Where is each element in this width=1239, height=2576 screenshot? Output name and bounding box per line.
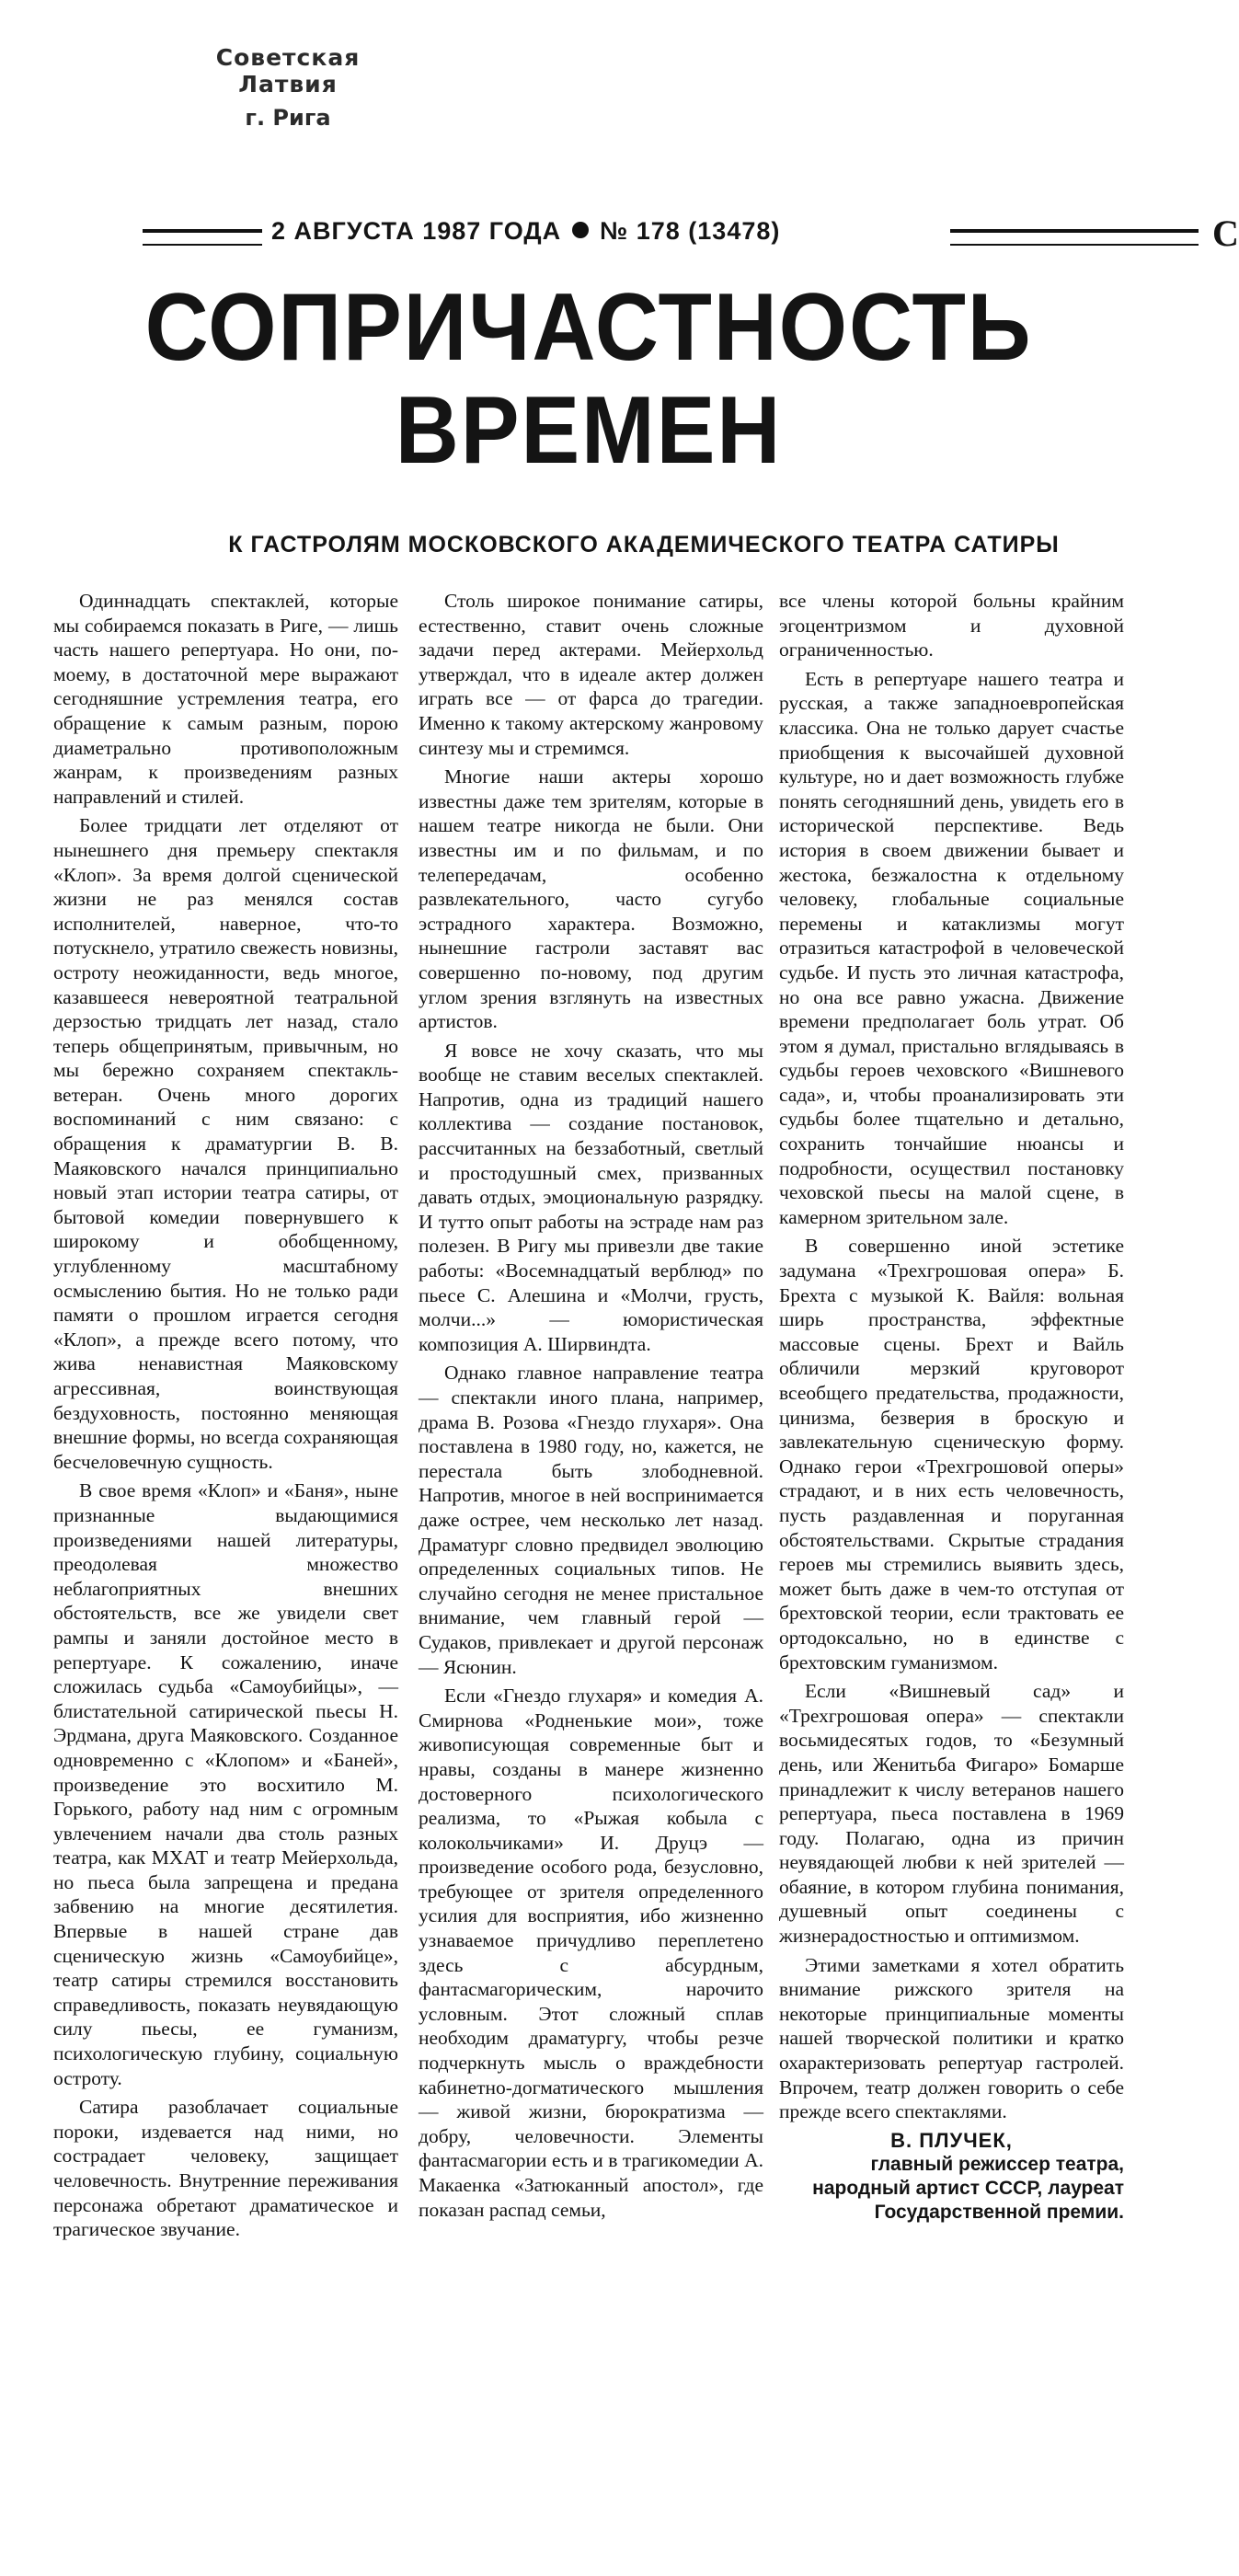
paragraph: Есть в репертуаре нашего театра и русская, а также западноевропейская классика. Она не только дарует счастье приобщения к высочайшей духовной культуре, но и дает возможность глубже понять сегодняшний день, увидеть его в исторической перспективе. Ведь история в своем движении бывает и жестока, безжалостна к отдельному человеку, глобальные социальные перемены и катаклизмы могут отразиться катастрофой в человеческой судьбе. И пусть это личная катастрофа, но она все равно ужасна. Движение времени предполагает боль утрат. Об этом я думал, пристально вглядываясь в судьбы героев чеховского «Вишневого сада», и, чтобы проанализировать эти судьбы более тщательно и детально, сохранить тончайшие нюансы и подробности, осуществил постановку чеховской пьесы на малой сцене, в камерном зрительном зале.	[779, 667, 1124, 1228]
issue-date: 2 АВГУСТА 1987 ГОДА	[271, 217, 562, 245]
paragraph: все члены которой больны крайним эгоцентризмом и духовной ограниченностью.	[779, 590, 1124, 661]
headline-line-1: СОПРИЧАСТНОСТЬ	[144, 274, 1033, 381]
paragraph: Я вовсе не хочу сказать, что мы вообще не ставим веселых спектаклей. Напротив, одна из традиций нашего коллектива — создание постановок, рассчитанных на беззаботный, светлый и простодушный смех, призванных давать отдых, эмоциональную разрядку. И тутто опыт работы на эстраде нам раз полезен. В Ригу мы привезли две такие работы: «Восемнадцатый верблюд» по пьесе С. Алешина и «Молчи, грусть, молчи...» — юмористическая композиция А. Ширвиндта.	[419, 1039, 763, 1355]
dateline-text	[271, 217, 780, 246]
stamp-newspaper-name: Советская Латвия	[215, 44, 361, 98]
author-title: главный режиссер театра, народный артист СССР, лауреат Государственной премии.	[812, 2153, 1124, 2223]
article-headline	[81, 276, 1096, 482]
paragraph: Если «Вишневый сад» и «Трехгрошовая опера» — спектакли восьмидесятых годов, то «Безумный день, или Женитьба Фигаро» Бомарше принадлежит к числу ветеранов нашего репертуара, пьеса поставлена в 1969 году. Полагаю, одна из причин неувядающей любви к ней зрителей — обаяние, в котором глубина понимания, душевный опыт соединены с жизнерадостностью и оптимизмом.	[779, 1680, 1124, 1948]
bullet-icon	[572, 222, 589, 238]
paragraph: Одиннадцать спектаклей, которые мы собираемся показать в Риге, — лишь часть нашего репертуара. Но они, по-моему, в достаточной мере выражают сегодняшние устремления театра, его обращение к самым разным, порою диаметрально противоположным жанрам, к произведениям разных направлений и стилей.	[53, 590, 398, 808]
paragraph: Этими заметками я хотел обратить внимание рижского зрителя на некоторые принципиальные моменты нашей творческой политики и кратко охарактеризовать репертуар гастролей. Впрочем, театр должен говорить о себе прежде всего спектаклями.	[779, 1953, 1124, 2123]
archive-stamp	[173, 44, 403, 131]
author-signature	[779, 2129, 1124, 2225]
paragraph: Однако главное направление театра — спектакли иного плана, например, драма В. Розова «Гнездо глухаря». Она поставлена в 1980 году, но, кажется, не перестала быть злободневной. Напротив, многое в ней воспринимается даже острее, чем несколько лет назад. Драматург словно предвидел эволюцию определенных социальных типов. Не случайно сегодня не менее пристальное внимание, чем главный герой — Судаков, привлекает и другой персонаж — Ясюнин.	[419, 1362, 763, 1678]
paragraph: В совершенно иной эстетике задумана «Трехгрошовая опера» Б. Брехта с музыкой К. Вайля: вольная ширь пространства, эффектные массовые сцены. Брехт и Вайль обличили мерзкий круговорот всеобщего предательства, продажности, цинизма, безверия в броскую и завлекательную сценическую форму. Однако герои «Трехгрошовой оперы» страдают, и в них есть человечность, пусть раздавленная и поруганная обстоятельствами. Скрытые страдания героев мы стремились выявить здесь, может быть даже в чем-то отступая от брехтовской теории, если трактовать ее ортодоксально, но в единстве с брехтовским гуманизмом.	[779, 1235, 1124, 1673]
article-column-3	[779, 589, 1124, 2548]
author-name: В. ПЛУЧЕК,	[890, 2128, 1013, 2152]
article-column-1	[53, 589, 398, 2548]
headline-line-2: ВРЕМЕН	[395, 377, 783, 484]
article-column-2	[419, 589, 763, 2548]
paragraph: Сатира разоблачает социальные пороки, издевается над ними, но сострадает человеку, защищает человечность. Внутренние переживания персонажа обретают драматическое и трагическое звучание.	[53, 2096, 398, 2241]
paragraph: В свое время «Клоп» и «Баня», ныне признанные выдающимися произведениями нашей литературы, преодолевая множество неблагоприятных внешних обстоятельств, все же увидели свет рампы и заняли достойное место в репертуаре. К сожалению, иначе сложилась судьба «Самоубийцы», — блистательной сатирической пьесы Н. Эрдмана, друга Маяковского. Созданное одновременно с «Клопом» и «Баней», произведение это восхитило М. Горького, работу над ним с огромным увлечением начали два столь разных театра, как МХАТ и театр Мейерхольда, но пьеса была запрещена и предана забвению на многие десятилетия. Впервые в нашей стране дав сценическую жизнь «Самоубийце», театр сатиры стремился восстановить справедливость, показать неувядающую силу пьесы, ее гуманизм, психологическую глубину, социальную остроту.	[53, 1479, 398, 2089]
paragraph: Многие наши актеры хорошо известны даже тем зрителям, которые в нашем театре никогда не были. Они известны им и по фильмам, и по телепередачам, особенно развлекательного, часто сугубо эстрадного характера. Возможно, нынешние гастроли заставят вас совершенно по-новому, под другим углом зрения взглянуть на известных артистов.	[419, 765, 763, 1033]
paragraph: Более тридцати лет отделяют от нынешнего дня премьеру спектакля «Клоп». За время долгой сценической жизни не раз менялся состав исполнителей, наверное, что-то потускнело, утратило свежесть новизны, остроту неожиданности, ведь многое, казавшееся невероятной театральной дерзостью тридцать лет назад, стало теперь общепринятым, привычным, но мы бережно сохраняем спектакль-ветеран. Очень много дорогих воспоминаний с ним связано: с обращения к драматургии В. В. Маяковского начался принципиально новый этап истории театра сатиры, от бытовой комедии повернувшего к широкому и обобщенному, углубленному масштабному осмыслению бытия. Но не только ради памяти о прошлом играется сегодня «Клоп», а прежде всего потому, что жива ненавистная Маяковскому агрессивная, воинствующая бездуховность, постоянно меняющая внешние формы, но всегда сохраняющая бесчеловечную сущность.	[53, 814, 398, 1473]
dateline-rule-right	[950, 229, 1199, 246]
paragraph: Если «Гнездо глухаря» и комедия А. Смирнова «Родненькие мои», тоже живописующая современные быт и нравы, созданы в манере жизненно достоверного психологического реализма, то «Рыжая кобыла с колокольчиками» И. Друцэ — произведение особого рода, безусловно, требующее от зрителя определенного усилия для восприятия, ибо жизненно узнаваемое причудливо переплетено здесь с абсурдным, фантасмагорическим, нарочито условным. Этот сложный сплав необходим драматургу, чтобы резче подчеркнуть мысль о враждебности кабинетно-догматического мышления — живой жизни, бюрократизма — добру, человечности. Элементы фантасмагории есть и в трагикомедии А. Макаенка «Затюканный апостол», где показан распад семьи,	[419, 1685, 763, 2221]
article-subheadline: К ГАСТРОЛЯМ МОСКОВСКОГО АКАДЕМИЧЕСКОГО ТЕАТРА САТИРЫ	[228, 532, 1060, 558]
issue-number: № 178 (13478)	[600, 217, 781, 245]
masthead-fragment: С	[1212, 213, 1239, 254]
dateline	[143, 213, 1239, 254]
paragraph: Столь широкое понимание сатиры, естественно, ставит очень сложные задачи перед актерами. Мейерхольд утверждал, что в идеале актер должен играть все — от фарса до трагедии. Именно к такому актерскому жанровому синтезу мы и стремимся.	[419, 590, 763, 759]
stamp-city: г. Рига	[245, 105, 331, 131]
dateline-rule-left	[143, 229, 262, 246]
